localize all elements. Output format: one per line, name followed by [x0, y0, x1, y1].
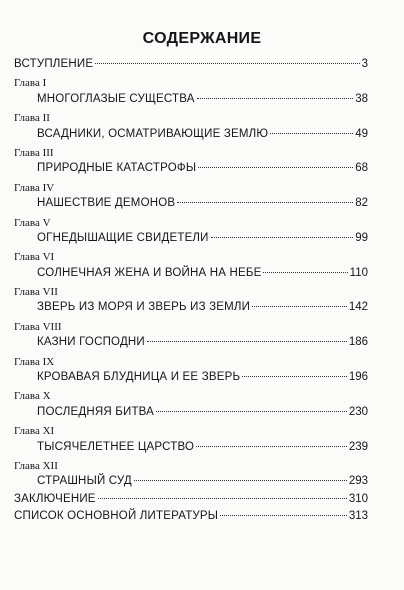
- toc-entry-chapter-10[interactable]: [14, 406, 368, 423]
- entry-page-number: 110: [349, 266, 368, 279]
- entry-title: СТРАШНЫЙ СУД: [37, 475, 132, 488]
- table-of-contents: [14, 58, 368, 528]
- toc-entry-chapter-2[interactable]: [14, 128, 368, 145]
- dot-leader: [252, 306, 347, 307]
- entry-title: СОЛНЕЧНАЯ ЖЕНА И ВОЙНА НА НЕБЕ: [37, 266, 262, 279]
- dot-leader: [197, 98, 354, 99]
- toc-entry-chapter-1[interactable]: [14, 93, 368, 110]
- chapter-label: Глава VI: [14, 251, 55, 264]
- dot-leader: [263, 272, 347, 273]
- entry-page-number: 230: [348, 405, 368, 418]
- dot-leader: [134, 480, 347, 481]
- entry-title: СПИСОК ОСНОВНОЙ ЛИТЕРАТУРЫ: [14, 510, 219, 523]
- toc-entry-bibliography[interactable]: [14, 510, 368, 527]
- entry-title: ВСТУПЛЕНИЕ: [14, 58, 94, 70]
- entry-page-number: 82: [355, 197, 368, 210]
- toc-entry-chapter-6[interactable]: [14, 267, 368, 284]
- dot-leader: [147, 341, 347, 342]
- chapter-label: Глава X: [14, 390, 51, 403]
- entry-page-number: 186: [348, 336, 368, 349]
- toc-entry-chapter-12[interactable]: [14, 475, 368, 492]
- toc-entry-chapter-3[interactable]: [14, 162, 368, 179]
- entry-title: ВСАДНИКИ, ОСМАТРИВАЮЩИЕ ЗЕМЛЮ: [37, 127, 269, 140]
- toc-entry-chapter-9[interactable]: [14, 371, 368, 388]
- entry-page-number: 239: [348, 440, 368, 453]
- chapter-label: Глава IX: [14, 355, 55, 368]
- dot-leader: [220, 515, 347, 516]
- entry-page-number: 38: [355, 92, 368, 105]
- toc-entry-conclusion[interactable]: [14, 493, 368, 510]
- toc-entry-intro[interactable]: [14, 58, 368, 75]
- entry-page-number: 313: [348, 510, 368, 523]
- dot-leader: [177, 202, 353, 203]
- dot-leader: [95, 63, 359, 64]
- chapter-label: Глава XII: [14, 459, 58, 472]
- chapter-label: Глава VIII: [14, 320, 62, 333]
- chapter-label: Глава IV: [14, 181, 55, 194]
- entry-title: ТЫСЯЧЕЛЕТНЕЕ ЦАРСТВО: [37, 440, 195, 453]
- toc-entry-chapter-7[interactable]: [14, 301, 368, 318]
- dot-leader: [156, 411, 347, 412]
- entry-title: МНОГОГЛАЗЫЕ СУЩЕСТВА: [37, 92, 195, 105]
- entry-title: КАЗНИ ГОСПОДНИ: [37, 336, 145, 349]
- dot-leader: [198, 167, 353, 168]
- entry-page-number: 142: [348, 301, 368, 314]
- dot-leader: [98, 498, 347, 499]
- entry-page-number: 310: [348, 492, 368, 505]
- chapter-label: Глава III: [14, 146, 54, 159]
- toc-entry-chapter-11[interactable]: [14, 441, 368, 458]
- entry-title: КРОВАВАЯ БЛУДНИЦА И ЕЕ ЗВЕРЬ: [37, 371, 241, 384]
- chapter-label: Глава XI: [14, 425, 55, 438]
- entry-page-number: 99: [355, 231, 368, 244]
- entry-page-number: 196: [348, 371, 368, 384]
- entry-title: НАШЕСТВИЕ ДЕМОНОВ: [37, 197, 176, 210]
- entry-page-number: 68: [355, 162, 368, 175]
- toc-entry-chapter-8[interactable]: [14, 336, 368, 353]
- chapter-label: Глава VII: [14, 286, 58, 299]
- chapter-label: Глава V: [14, 216, 51, 229]
- entry-page-number: 3: [361, 58, 368, 70]
- dot-leader: [270, 133, 353, 134]
- entry-title: ПОСЛЕДНЯЯ БИТВА: [37, 405, 155, 418]
- dot-leader: [196, 446, 347, 447]
- entry-title: ЗАКЛЮЧЕНИЕ: [14, 492, 96, 505]
- chapter-label: Глава I: [14, 77, 47, 90]
- dot-leader: [242, 376, 347, 377]
- page-title: СОДЕРЖАНИЕ: [142, 30, 262, 47]
- toc-entry-chapter-4[interactable]: [14, 197, 368, 214]
- toc-entry-chapter-5[interactable]: [14, 232, 368, 249]
- entry-page-number: 293: [348, 475, 368, 488]
- entry-title: ЗВЕРЬ ИЗ МОРЯ И ЗВЕРЬ ИЗ ЗЕМЛИ: [37, 301, 251, 314]
- entry-title: ОГНЕДЫШАЩИЕ СВИДЕТЕЛИ: [37, 231, 209, 244]
- dot-leader: [211, 237, 354, 238]
- entry-title: ПРИРОДНЫЕ КАТАСТРОФЫ: [37, 162, 197, 175]
- entry-page-number: 49: [355, 127, 368, 140]
- chapter-label: Глава II: [14, 112, 50, 125]
